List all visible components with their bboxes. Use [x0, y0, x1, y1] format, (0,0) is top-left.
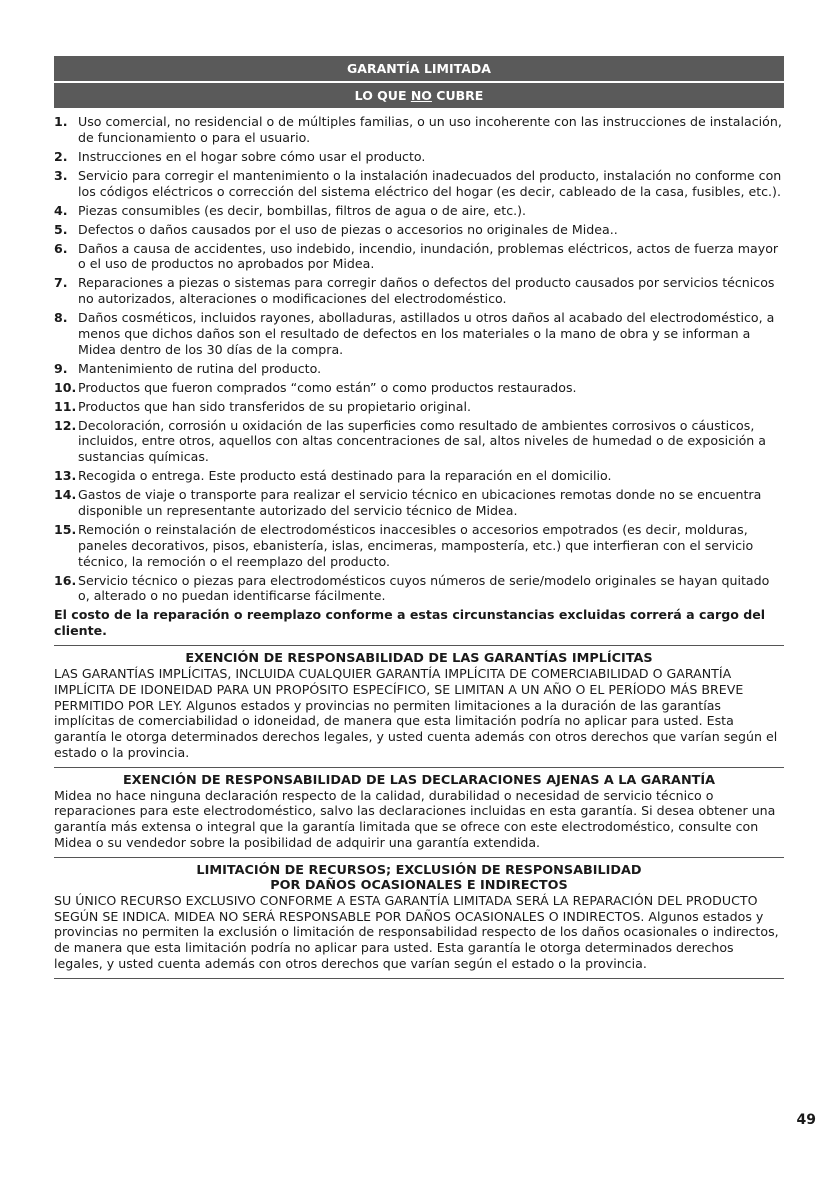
item-number: 14. [54, 487, 77, 503]
implied-warranty-section [54, 645, 784, 767]
warranty-title-banner [54, 56, 784, 81]
implied-warranty-body: LAS GARANTÍAS IMPLÍCITAS, INCLUIDA CUALQUIER GARANTÍA IMPLÍCITA DE COMERCIABILIDAD O GARANTÍA IMPLÍCITA DE IDONEIDAD PARA UN PROPÓSITO ESPECÍFICO, SE LIMITAN A UN AÑO O EL PERÍODO MÁS BREVE PERMITIDO POR LEY. Algunos estados y provincias no permiten limitaciones a la duración de las garantías implícitas de comerciabilidad o idoneidad, de manera que esta limitación podría no aplicar para usted. Esta garantía le otorga determinados derechos legales, y usted cuenta además con otros derechos que varían según el estado o la provincia. [54, 665, 778, 760]
item-text: Mantenimiento de rutina del producto. [78, 360, 322, 376]
item-text: Daños cosméticos, incluidos rayones, abolladuras, astillados u otros daños al acabado del electrodoméstico, a menos que dichos daños son el resultado de defectos en los materiales o la mano de obra y se informan a Midea dentro de los 30 días de la compra. [78, 310, 775, 357]
list-item [54, 380, 784, 396]
representations-body: Midea no hace ninguna declaración respecto de la calidad, durabilidad o necesidad de servicio técnico o reparaciones para este electrodoméstico, salvo las declaraciones incluidas en esta garantía. Si desea obtener una garantía más extensa o integral que la garantía limitada que se ofrece con este electrodoméstico, consulte con Midea o su vendedor sobre la posibilidad de adquirir una garantía extendida. [54, 787, 776, 851]
item-text: Piezas consumibles (es decir, bombillas, filtros de agua o de aire, etc.). [78, 202, 527, 218]
representations-heading: EXENCIÓN DE RESPONSABILIDAD DE LAS DECLARACIONES AJENAS A LA GARANTÍA [122, 772, 716, 788]
list-item [54, 203, 784, 219]
remedies-heading [54, 863, 784, 893]
item-number: 15. [54, 521, 77, 537]
item-number: 5. [54, 221, 68, 237]
item-text: Servicio para corregir el mantenimiento o la instalación inadecuados del producto, instalación no conforme con los códigos eléctricos o corrección del sistema eléctrico del hogar (es decir, cableado de la casa, fusibles, etc.). [78, 167, 782, 199]
cost-note: El costo de la reparación o reemplazo conforme a estas circunstancias excluidas correrá a cargo del cliente. [54, 607, 766, 639]
item-text: Reparaciones a piezas o sistemas para corregir daños o defectos del producto causados por servicios técnicos no autorizados, alteraciones o modificaciones del electrodoméstico. [78, 275, 775, 307]
remedies-heading-line1: LIMITACIÓN DE RECURSOS; EXCLUSIÓN DE RESPONSABILIDAD [196, 862, 642, 878]
warranty-title: GARANTÍA LIMITADA [347, 61, 491, 76]
remedies-section [54, 857, 784, 978]
warranty-page [54, 56, 784, 979]
not-covered-list [54, 114, 784, 604]
section-divider [54, 978, 784, 979]
item-number: 1. [54, 114, 68, 129]
item-number: 12. [54, 417, 77, 433]
item-number: 11. [54, 398, 77, 414]
item-number: 4. [54, 202, 68, 218]
list-item [54, 399, 784, 415]
item-number: 9. [54, 360, 68, 376]
list-item [54, 149, 784, 165]
list-item [54, 361, 784, 377]
item-text: Decoloración, corrosión u oxidación de las superficies como resultado de ambientes corrosivos o cáusticos, incluidos, entre otros, aquellos con altas concentraciones de sal, altos niveles de humedad o de exposición a sustancias químicas. [78, 417, 766, 465]
item-text: Recogida o entrega. Este producto está destinado para la reparación en el domicilio. [78, 468, 612, 484]
item-text: Remoción o reinstalación de electrodomésticos inaccesibles o accesorios empotrados (es decir, molduras, paneles decorativos, pisos, ebanistería, islas, encimeras, mampostería, etc.) que interfieran con el servicio técnico, la remoción o el reemplazo del producto. [78, 521, 754, 569]
list-item [54, 222, 784, 238]
not-covered-pre: LO QUE [354, 88, 411, 103]
item-text: Defectos o daños causados por el uso de piezas o accesorios no originales de Midea.. [78, 221, 618, 237]
page-number: 49 [796, 1112, 816, 1128]
item-text: Gastos de viaje o transporte para realizar el servicio técnico en ubicaciones remotas donde no se encuentra disponible un representante autorizado del servicio técnico de Midea. [78, 487, 762, 518]
item-number: 2. [54, 148, 68, 164]
list-item [54, 487, 784, 519]
item-number: 13. [54, 468, 77, 484]
implied-warranty-heading: EXENCIÓN DE RESPONSABILIDAD DE LAS GARANTÍAS IMPLÍCITAS [185, 650, 653, 666]
list-item [54, 522, 784, 569]
list-item [54, 275, 784, 307]
not-covered-post: CUBRE [431, 88, 484, 103]
item-text: Productos que fueron comprados “como están” o como productos restaurados. [78, 379, 577, 395]
list-item [54, 310, 784, 357]
item-text: Instrucciones en el hogar sobre cómo usar el producto. [78, 148, 426, 164]
list-item [54, 241, 784, 273]
item-text: Uso comercial, no residencial o de múltiples familias, o un uso incoherente con las instrucciones de instalación, de funcionamiento o para el usuario. [78, 114, 782, 145]
item-number: 10. [54, 379, 77, 395]
list-item [54, 418, 784, 465]
item-number: 7. [54, 275, 68, 291]
remedies-body: SU ÚNICO RECURSO EXCLUSIVO CONFORME A ESTA GARANTÍA LIMITADA SERÁ LA REPARACIÓN DEL PRODUCTO SEGÚN SE INDICA. MIDEA NO SERÁ RESPONSABLE POR DAÑOS OCASIONALES O INDIRECTOS. Algunos estados y provincias no permiten la exclusión o limitación de responsabilidad respecto de los daños ocasionales o indirectos, de manera que esta limitación podría no aplicar para usted. Esta garantía le otorga determinados derechos legales, y usted cuenta además con otros derechos que varían según el estado o la provincia. [54, 892, 779, 972]
list-item [54, 114, 784, 146]
remedies-heading-line2: POR DAÑOS OCASIONALES E INDIRECTOS [270, 877, 568, 893]
item-text: Servicio técnico o piezas para electrodomésticos cuyos números de serie/modelo originales se hayan quitado o, alterado o no puedan identificarse fácilmente. [78, 572, 770, 604]
item-number: 8. [54, 310, 68, 326]
item-text: Productos que han sido transferidos de su propietario original. [78, 398, 472, 414]
not-covered-banner [54, 81, 784, 108]
not-covered-emphasis: NO [410, 88, 432, 103]
list-item [54, 468, 784, 484]
item-text: Daños a causa de accidentes, uso indebido, incendio, inundación, problemas eléctricos, actos de fuerza mayor o el uso de productos no aprobados por Midea. [78, 240, 779, 272]
list-item [54, 573, 784, 605]
item-number: 16. [54, 572, 77, 588]
item-number: 6. [54, 240, 68, 256]
representations-section [54, 767, 784, 857]
list-item [54, 168, 784, 200]
item-number: 3. [54, 167, 68, 183]
